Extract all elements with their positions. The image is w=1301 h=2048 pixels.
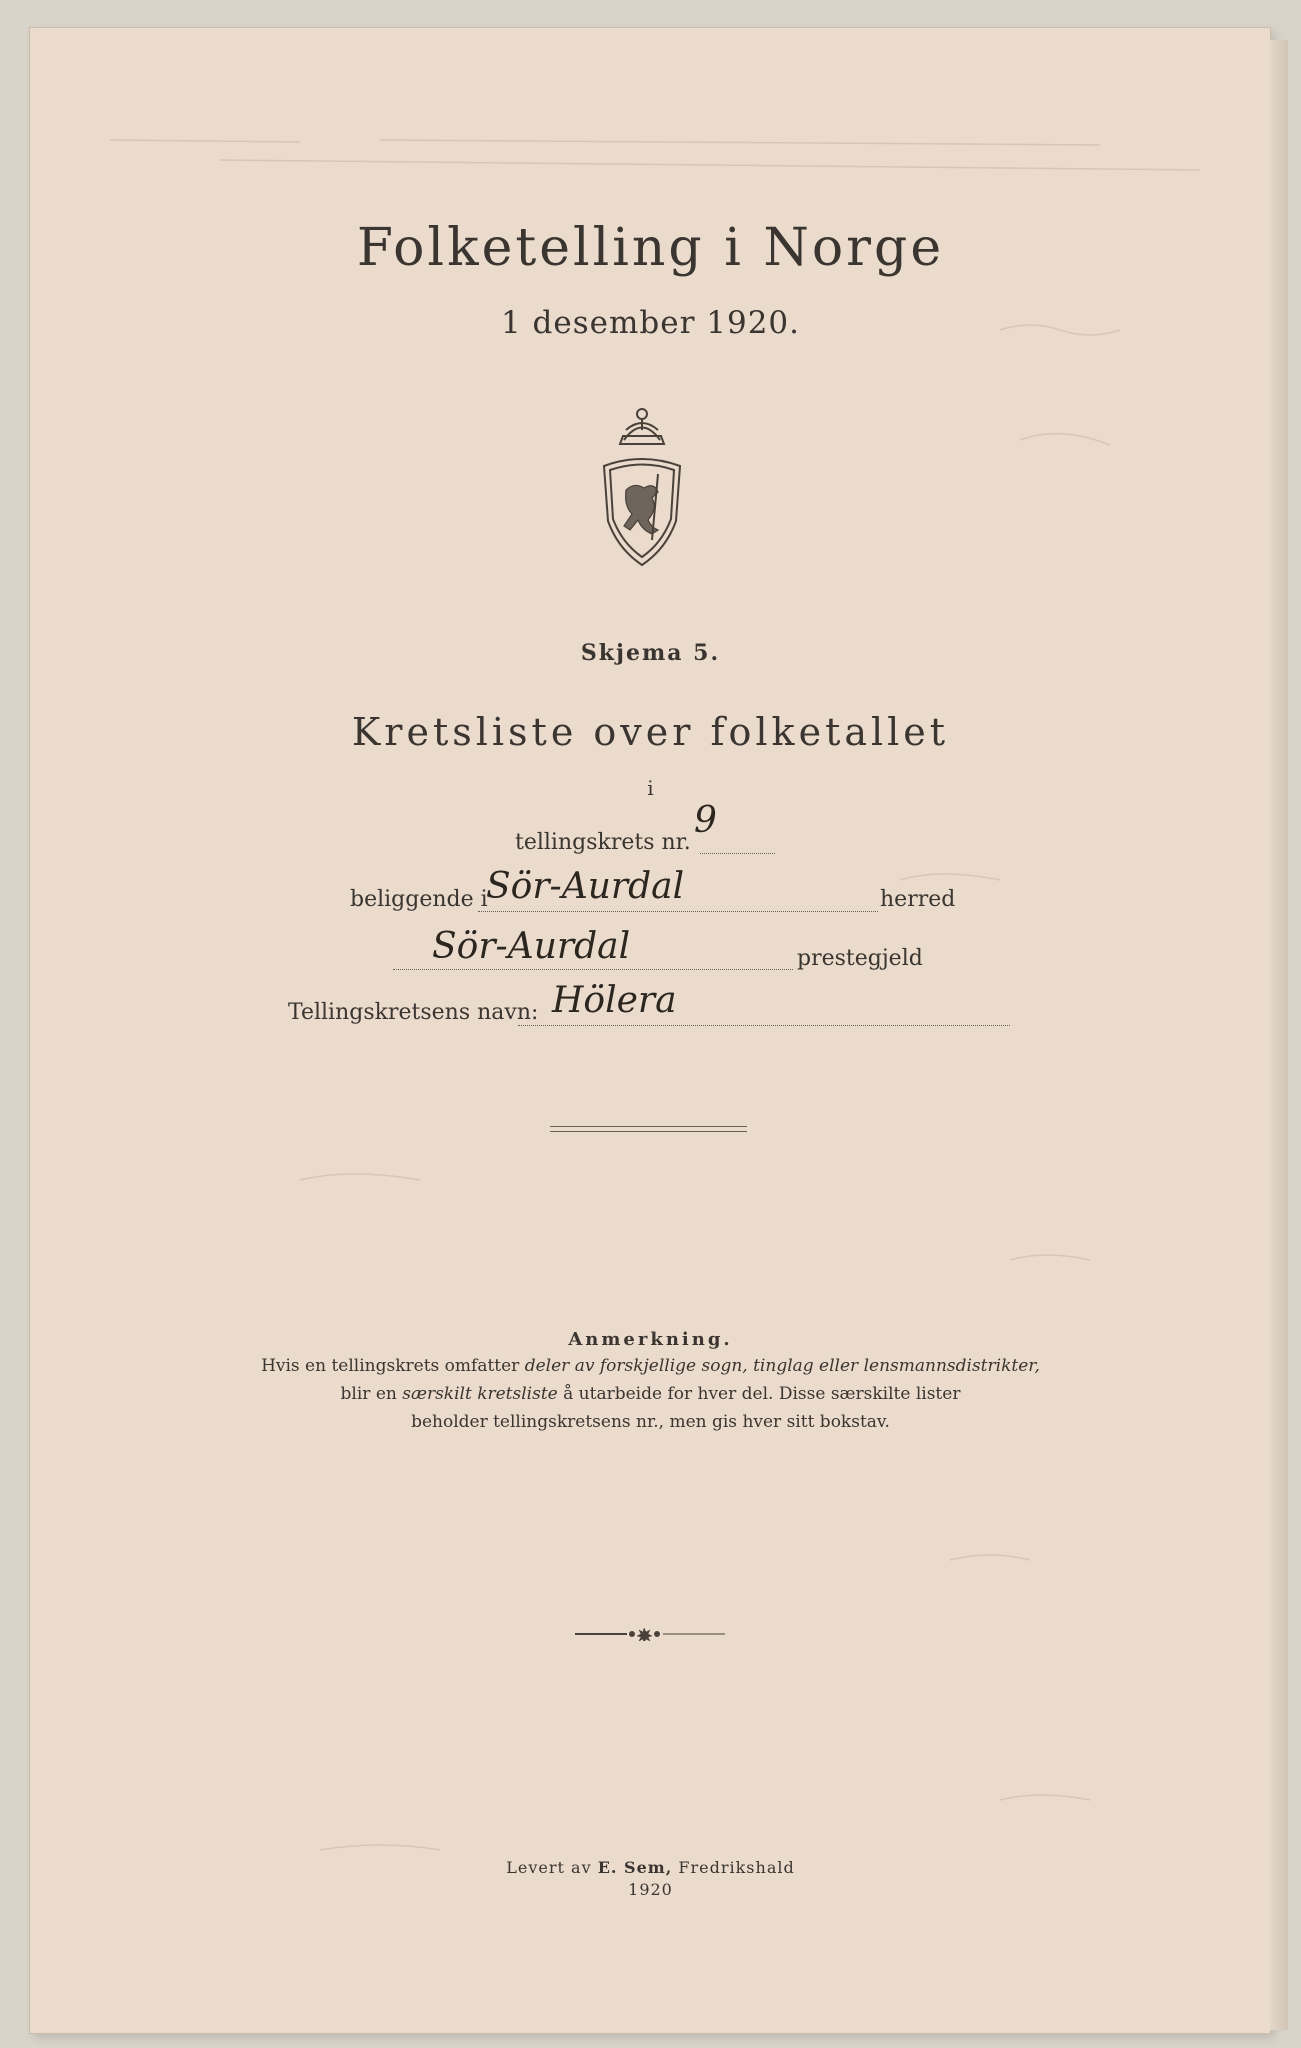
parish-value: Sör-Aurdal (432, 926, 631, 967)
note-heading: Anmerkning. (568, 1329, 733, 1350)
note-text: Hvis en tellingskrets omfatter (261, 1356, 525, 1376)
district-number-label: tellingskrets nr. (515, 830, 691, 855)
note-emphasis: særskilt kretsliste (402, 1384, 558, 1404)
print-year: 1920 (628, 1880, 673, 1899)
district-number-line (700, 852, 775, 854)
divider-ornament-icon (575, 1627, 725, 1641)
district-name-label: Tellingskretsens navn: (288, 1000, 539, 1025)
schema-number: Skjema 5. (580, 640, 721, 666)
note-line-1 (0, 1352, 1301, 1380)
printer-name: E. Sem, (597, 1858, 673, 1877)
preposition-label: i (647, 776, 654, 800)
district-name-value: Hölera (552, 980, 677, 1021)
printer-text: Levert av (506, 1858, 598, 1877)
located-in-label: beliggende i (350, 887, 488, 912)
municipality-line (478, 910, 878, 912)
norwegian-coat-of-arms-icon (596, 400, 688, 570)
note-line-2 (0, 1380, 1301, 1408)
page-title: Folketelling i Norge (356, 218, 945, 278)
district-name-line (518, 1024, 1010, 1026)
printer-city: Fredrikshald (672, 1858, 795, 1877)
municipality-value: Sör-Aurdal (486, 866, 685, 907)
district-number-value: 9 (694, 800, 717, 841)
note-text: blir en (340, 1384, 403, 1404)
note-line-3: beholder tellingskretsens nr., men gis hver sitt bokstav. (411, 1412, 890, 1432)
section-divider (550, 1126, 747, 1132)
herred-label: herred (880, 887, 956, 912)
printer-line (0, 1858, 1301, 1877)
parish-line (393, 968, 793, 970)
list-title: Kretsliste over folketallet (351, 710, 950, 754)
census-date: 1 desember 1920. (500, 305, 801, 341)
note-text: å utarbeide for hver del. Disse særskilte lister (557, 1384, 961, 1404)
note-emphasis: deler av forskjellige sogn, tinglag eller lensmannsdistrikter, (524, 1356, 1040, 1376)
parish-label: prestegjeld (797, 946, 923, 971)
